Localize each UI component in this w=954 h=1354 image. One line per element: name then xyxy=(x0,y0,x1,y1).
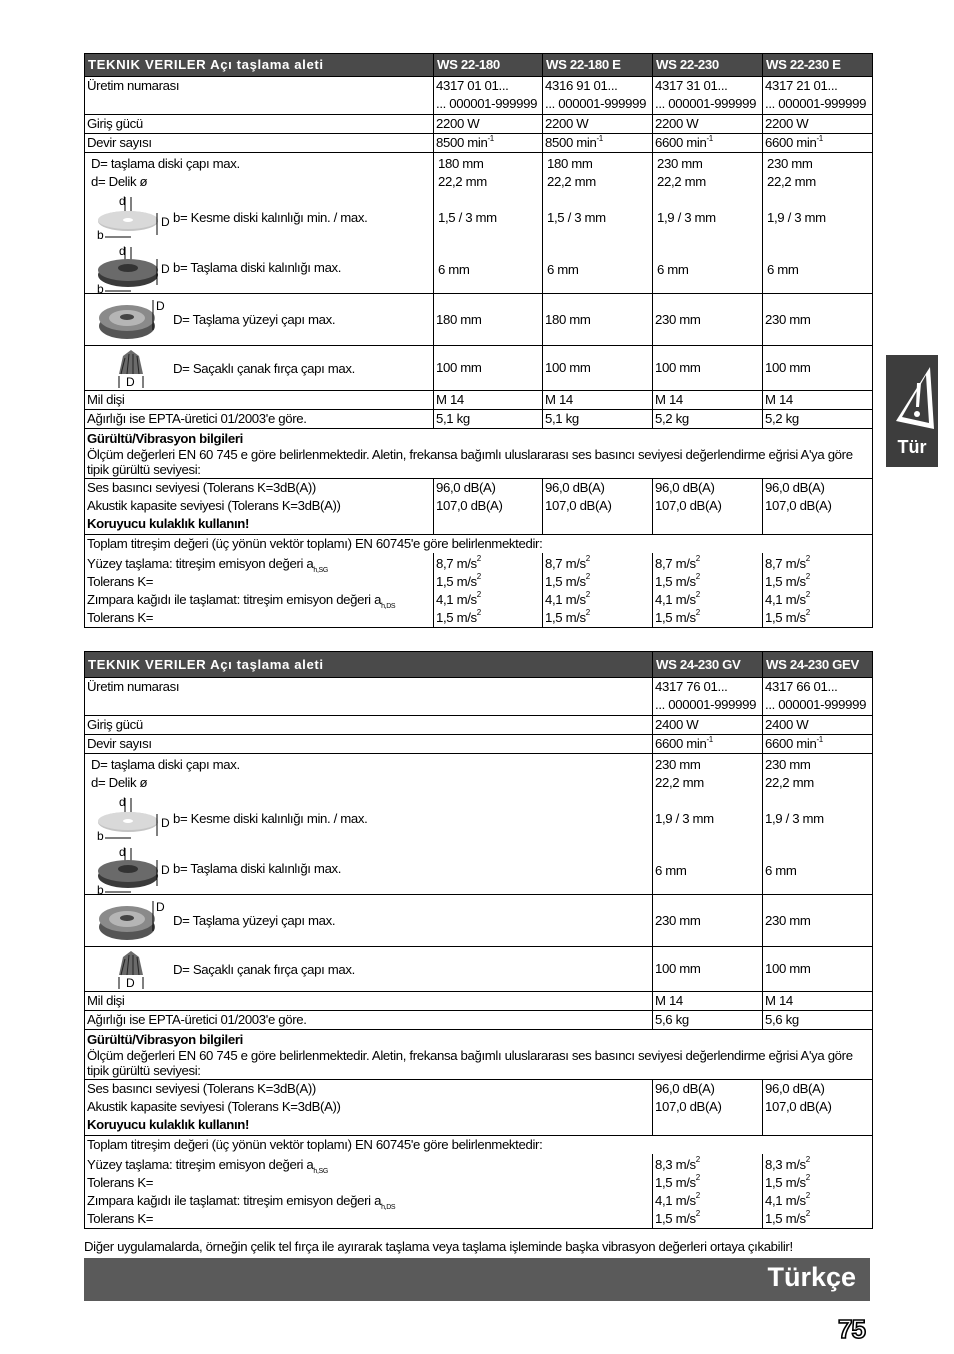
value: ... 000001-999999 xyxy=(655,96,757,111)
info-text: Ölçüm değerleri EN 60 745 e göre belirlenmektedir. Aletin, frekansa bağımlı uluslararası ses basıncı seviyesi değerlendirme eğrisi A'ya göre tipik gürültü seviyesi: xyxy=(87,1047,853,1078)
fig-letter-b: b xyxy=(97,829,104,843)
value: ... 000001-999999 xyxy=(765,697,867,712)
value: 6 mm xyxy=(655,863,687,878)
unit-exponent: 2 xyxy=(585,608,590,618)
footer-language-bar xyxy=(84,1258,870,1301)
unit-exponent: 2 xyxy=(695,1155,700,1165)
row-ses xyxy=(85,478,873,534)
value: 2200 W xyxy=(543,115,653,134)
value: 96,0 dB(A) xyxy=(545,479,605,495)
label: Yüzey taşlama: titreşim emisyon değeri a xyxy=(87,555,314,571)
value: 4,1 m/s xyxy=(655,591,696,607)
row-uretim xyxy=(85,77,873,115)
value: 230 mm xyxy=(653,895,763,947)
value: 8,7 m/s xyxy=(655,555,696,571)
unit-exponent: -1 xyxy=(706,734,713,744)
row-titresim xyxy=(85,553,873,628)
unit-exponent: 2 xyxy=(805,590,810,600)
value: 1,5 m/s xyxy=(765,1210,806,1226)
subscript: h,DS xyxy=(381,603,396,611)
value: 5,1 kg xyxy=(434,410,543,429)
label: Yüzey taşlama: titreşim emisyon değeri a xyxy=(87,1156,314,1172)
unit-exponent: 2 xyxy=(695,608,700,618)
value: 100 mm xyxy=(763,346,873,391)
label: D= Taşlama yüzeyi çapı max. xyxy=(173,913,336,928)
row-titresim xyxy=(85,1154,873,1229)
value: 22,2 mm xyxy=(765,775,814,790)
value: 8,7 m/s xyxy=(765,555,806,571)
label: Ağırlığı ise EPTA-üretici 01/2003'e göre. xyxy=(85,410,434,429)
table-header-row xyxy=(85,652,873,678)
value: 180 mm xyxy=(547,156,593,171)
cup-brush-icon xyxy=(111,949,161,991)
value: 107,0 dB(A) xyxy=(655,1098,722,1114)
model-header: WS 24-230 GV xyxy=(653,652,763,678)
unit-exponent: 2 xyxy=(805,554,810,564)
section-heading: Gürültü/Vibrasyon bilgileri xyxy=(87,1032,243,1047)
grinding-disc-icon xyxy=(91,245,171,294)
value: 96,0 dB(A) xyxy=(765,1080,825,1096)
fig-letter-D: D xyxy=(161,215,170,229)
value: 22,2 mm xyxy=(438,174,487,189)
value: 5,6 kg xyxy=(763,1011,873,1030)
page-number: 75 xyxy=(838,1314,865,1344)
row-devir xyxy=(85,735,873,754)
value: 8,7 m/s xyxy=(545,555,586,571)
value: M 14 xyxy=(653,391,763,410)
row-titresim-title xyxy=(85,534,873,553)
value: 22,2 mm xyxy=(657,174,706,189)
fig-letter-d: d xyxy=(119,245,126,258)
row-yuzey xyxy=(85,294,873,346)
cup-brush-icon xyxy=(111,348,161,390)
unit-exponent: 2 xyxy=(695,554,700,564)
fig-letter-D: D xyxy=(161,863,170,877)
row-firca xyxy=(85,346,873,391)
unit-exponent: -1 xyxy=(706,133,713,143)
label: D= Saçaklı çanak fırça çapı max. xyxy=(173,361,355,376)
value: 1,5 m/s xyxy=(655,1210,696,1226)
label: Giriş gücü xyxy=(85,716,653,735)
language-side-tab xyxy=(886,355,938,467)
fig-letter-D: D xyxy=(161,262,170,276)
value: 4,1 m/s xyxy=(765,591,806,607)
value: 1,5 / 3 mm xyxy=(547,210,606,225)
value: 5,2 kg xyxy=(653,410,763,429)
value: 22,2 mm xyxy=(767,174,816,189)
footer-language-title: Türkçe xyxy=(767,1262,856,1292)
subscript: h,DS xyxy=(381,1204,396,1212)
value: 2200 W xyxy=(434,115,543,134)
warning-text: Koruyucu kulaklık kullanın! xyxy=(87,515,250,531)
value: 6 mm xyxy=(547,262,579,277)
value: 1,5 m/s xyxy=(765,609,806,625)
label: Üretim numarası xyxy=(85,678,653,716)
value: 2200 W xyxy=(653,115,763,134)
model-header: WS 22-180 E xyxy=(543,54,653,77)
label: D= taşlama diski çapı max. xyxy=(91,156,240,171)
label: Devir sayısı xyxy=(85,134,434,153)
model-header: WS 22-230 xyxy=(653,54,763,77)
value: 6 mm xyxy=(767,262,799,277)
label: Mil dişi xyxy=(85,391,434,410)
warning-text: Koruyucu kulaklık kullanın! xyxy=(87,1116,250,1132)
value: 5,6 kg xyxy=(653,1011,763,1030)
value: 2400 W xyxy=(653,716,763,735)
value: 96,0 dB(A) xyxy=(655,1080,715,1096)
value: 6600 min xyxy=(765,135,817,150)
label: Akustik kapasite seviyesi (Tolerans K=3dB(A)) xyxy=(87,497,341,513)
model-header: WS 24-230 GEV xyxy=(763,652,873,678)
value: 4,1 m/s xyxy=(545,591,586,607)
label: d= Delik ø xyxy=(91,174,148,189)
value: 4317 66 01... xyxy=(765,679,838,694)
unit-exponent: -1 xyxy=(596,133,603,143)
label: Ağırlığı ise EPTA-üretici 01/2003'e göre. xyxy=(85,1011,653,1030)
value: 6 mm xyxy=(657,262,689,277)
value: 1,9 / 3 mm xyxy=(657,210,716,225)
row-ses xyxy=(85,1079,873,1135)
unit-exponent: -1 xyxy=(816,734,823,744)
value: 1,5 m/s xyxy=(436,573,477,589)
value: 8500 min xyxy=(436,135,488,150)
value: 100 mm xyxy=(653,947,763,992)
row-firca xyxy=(85,947,873,992)
value: 107,0 dB(A) xyxy=(436,497,503,513)
value: 8,7 m/s xyxy=(436,555,477,571)
label: Devir sayısı xyxy=(85,735,653,754)
value: 107,0 dB(A) xyxy=(545,497,612,513)
row-disc-dimensions xyxy=(85,153,873,294)
label: D= taşlama diski çapı max. xyxy=(91,757,240,772)
flap-disc-icon xyxy=(91,296,171,344)
value: 1,5 m/s xyxy=(655,609,696,625)
value: ... 000001-999999 xyxy=(765,96,867,111)
label: Tolerans K= xyxy=(87,1174,154,1190)
unit-exponent: 2 xyxy=(476,572,481,582)
fig-letter-D: D xyxy=(156,900,165,914)
value: 100 mm xyxy=(434,346,543,391)
row-uretim xyxy=(85,678,873,716)
value: M 14 xyxy=(763,391,873,410)
row-yuzey xyxy=(85,895,873,947)
value: 1,5 m/s xyxy=(765,573,806,589)
label: b= Kesme diski kalınlığı min. / max. xyxy=(173,811,368,826)
value: M 14 xyxy=(653,992,763,1011)
info-text: Toplam titreşim değeri (üç yönün vektör toplamı) EN 60745'e göre belirlenmektedir: xyxy=(85,1135,873,1154)
value: 5,1 kg xyxy=(543,410,653,429)
value: 230 mm xyxy=(765,757,811,772)
fig-letter-D: D xyxy=(126,976,135,990)
value: 96,0 dB(A) xyxy=(765,479,825,495)
value: 2400 W xyxy=(763,716,873,735)
value: 1,5 / 3 mm xyxy=(438,210,497,225)
value: 1,5 m/s xyxy=(655,573,696,589)
value: 4,1 m/s xyxy=(436,591,477,607)
subscript: h,SG xyxy=(313,567,328,575)
cutting-disc-icon xyxy=(91,794,171,846)
spec-table-2 xyxy=(84,651,873,1229)
row-disc-dimensions xyxy=(85,754,873,895)
table-title: TEKNIK VERILER Açı taşlama aleti xyxy=(85,652,653,678)
label: Zımpara kağıdı ile taşlamat: titreşim emisyon değeri a xyxy=(87,591,382,607)
value: ... 000001-999999 xyxy=(655,697,757,712)
value: 4,1 m/s xyxy=(655,1192,696,1208)
value: 4317 01 01... xyxy=(436,78,509,93)
value: 180 mm xyxy=(438,156,484,171)
label: Tolerans K= xyxy=(87,609,154,625)
unit-exponent: 2 xyxy=(585,572,590,582)
fig-letter-D: D xyxy=(156,299,165,313)
label: Giriş gücü xyxy=(85,115,434,134)
row-giris xyxy=(85,115,873,134)
flap-disc-icon xyxy=(91,897,171,945)
value: 22,2 mm xyxy=(655,775,704,790)
value: 100 mm xyxy=(543,346,653,391)
label: Zımpara kağıdı ile taşlamat: titreşim emisyon değeri a xyxy=(87,1192,382,1208)
fig-letter-b: b xyxy=(97,282,104,295)
unit-exponent: 2 xyxy=(585,554,590,564)
label: D= Taşlama yüzeyi çapı max. xyxy=(173,312,336,327)
value: 6600 min xyxy=(655,135,707,150)
value: 1,5 m/s xyxy=(655,1174,696,1190)
value: 6600 min xyxy=(655,736,707,751)
value: 107,0 dB(A) xyxy=(765,497,832,513)
row-devir xyxy=(85,134,873,153)
value: 6 mm xyxy=(438,262,470,277)
model-header: WS 22-180 xyxy=(434,54,543,77)
unit-exponent: 2 xyxy=(476,608,481,618)
value: 1,9 / 3 mm xyxy=(765,811,824,826)
value: 1,5 m/s xyxy=(545,573,586,589)
value: 8,3 m/s xyxy=(655,1156,696,1172)
value: 96,0 dB(A) xyxy=(655,479,715,495)
subscript: h,SG xyxy=(313,1168,328,1176)
label: Ses basıncı seviyesi (Tolerans K=3dB(A)) xyxy=(87,1080,316,1096)
label: Ses basıncı seviyesi (Tolerans K=3dB(A)) xyxy=(87,479,316,495)
label: Üretim numarası xyxy=(85,77,434,115)
unit-exponent: 2 xyxy=(805,1209,810,1219)
unit-exponent: 2 xyxy=(805,572,810,582)
value: 6 mm xyxy=(765,863,797,878)
model-header: WS 22-230 E xyxy=(763,54,873,77)
value: 107,0 dB(A) xyxy=(655,497,722,513)
table-title: TEKNIK VERILER Açı taşlama aleti xyxy=(85,54,434,77)
grinding-disc-icon xyxy=(91,846,171,895)
label: Tolerans K= xyxy=(87,1210,154,1226)
value: 230 mm xyxy=(763,895,873,947)
warning-triangle-icon xyxy=(890,363,936,433)
label: Tolerans K= xyxy=(87,573,154,589)
unit-exponent: 2 xyxy=(695,1209,700,1219)
label: Mil dişi xyxy=(85,992,653,1011)
fig-letter-d: d xyxy=(119,846,126,859)
value: 1,9 / 3 mm xyxy=(655,811,714,826)
value: M 14 xyxy=(763,992,873,1011)
row-titresim-title xyxy=(85,1135,873,1154)
side-tab-label: Tür xyxy=(897,437,927,457)
label: d= Delik ø xyxy=(91,775,148,790)
cutting-disc-icon xyxy=(91,193,171,245)
value: 230 mm xyxy=(767,156,813,171)
fig-letter-D: D xyxy=(161,816,170,830)
value: 8500 min xyxy=(545,135,597,150)
unit-exponent: 2 xyxy=(805,1191,810,1201)
info-text: Toplam titreşim değeri (üç yönün vektör toplamı) EN 60745'e göre belirlenmektedir: xyxy=(85,534,873,553)
value: 5,2 kg xyxy=(763,410,873,429)
value: ... 000001-999999 xyxy=(545,96,647,111)
row-gurultu-info xyxy=(85,429,873,479)
footnote: Diğer uygulamalarda, örneğin çelik tel fırça ile ayırarak taşlama veya taşlama işleminde başka vibrasyon değerleri ortaya çıkabilir! xyxy=(84,1239,793,1254)
value: 180 mm xyxy=(434,294,543,346)
value: 180 mm xyxy=(543,294,653,346)
label: D= Saçaklı çanak fırça çapı max. xyxy=(173,962,355,977)
row-mil xyxy=(85,992,873,1011)
value: M 14 xyxy=(434,391,543,410)
unit-exponent: 2 xyxy=(476,590,481,600)
value: 1,9 / 3 mm xyxy=(767,210,826,225)
fig-letter-d: d xyxy=(119,795,126,809)
table-header-row xyxy=(85,54,873,77)
value: 230 mm xyxy=(653,294,763,346)
value: 100 mm xyxy=(763,947,873,992)
value: 4316 91 01... xyxy=(545,78,618,93)
value: M 14 xyxy=(543,391,653,410)
unit-exponent: 2 xyxy=(805,1173,810,1183)
unit-exponent: 2 xyxy=(695,572,700,582)
spec-table-1 xyxy=(84,53,873,628)
value: 4317 76 01... xyxy=(655,679,728,694)
row-gurultu-info xyxy=(85,1030,873,1080)
section-heading: Gürültü/Vibrasyon bilgileri xyxy=(87,431,243,446)
label: b= Taşlama diski kalınlığı max. xyxy=(173,861,342,876)
unit-exponent: -1 xyxy=(816,133,823,143)
value: 96,0 dB(A) xyxy=(436,479,496,495)
fig-letter-b: b xyxy=(97,883,104,896)
value: 1,5 m/s xyxy=(765,1174,806,1190)
unit-exponent: -1 xyxy=(487,133,494,143)
row-giris xyxy=(85,716,873,735)
value: 107,0 dB(A) xyxy=(765,1098,832,1114)
row-agirlik xyxy=(85,1011,873,1030)
value: 1,5 m/s xyxy=(545,609,586,625)
value: 100 mm xyxy=(653,346,763,391)
row-mil xyxy=(85,391,873,410)
unit-exponent: 2 xyxy=(805,1155,810,1165)
value: 6600 min xyxy=(765,736,817,751)
label: b= Taşlama diski kalınlığı max. xyxy=(173,260,342,275)
unit-exponent: 2 xyxy=(476,554,481,564)
value: 4317 31 01... xyxy=(655,78,728,93)
value: 2200 W xyxy=(763,115,873,134)
unit-exponent: 2 xyxy=(805,608,810,618)
unit-exponent: 2 xyxy=(695,1191,700,1201)
value: 230 mm xyxy=(657,156,703,171)
info-text: Ölçüm değerleri EN 60 745 e göre belirlenmektedir. Aletin, frekansa bağımlı uluslararası ses basıncı seviyesi değerlendirme eğrisi A'ya göre tipik gürültü seviyesi: xyxy=(87,446,853,477)
value: 1,5 m/s xyxy=(436,609,477,625)
value: ... 000001-999999 xyxy=(436,96,538,111)
fig-letter-d: d xyxy=(119,194,126,208)
label: b= Kesme diski kalınlığı min. / max. xyxy=(173,210,368,225)
value: 8,3 m/s xyxy=(765,1156,806,1172)
unit-exponent: 2 xyxy=(695,1173,700,1183)
value: 4317 21 01... xyxy=(765,78,838,93)
value: 4,1 m/s xyxy=(765,1192,806,1208)
row-agirlik xyxy=(85,410,873,429)
unit-exponent: 2 xyxy=(585,590,590,600)
value: 22,2 mm xyxy=(547,174,596,189)
value: 230 mm xyxy=(655,757,701,772)
fig-letter-D: D xyxy=(126,375,135,389)
label: Akustik kapasite seviyesi (Tolerans K=3dB(A)) xyxy=(87,1098,341,1114)
fig-letter-b: b xyxy=(97,228,104,242)
unit-exponent: 2 xyxy=(695,590,700,600)
value: 230 mm xyxy=(763,294,873,346)
